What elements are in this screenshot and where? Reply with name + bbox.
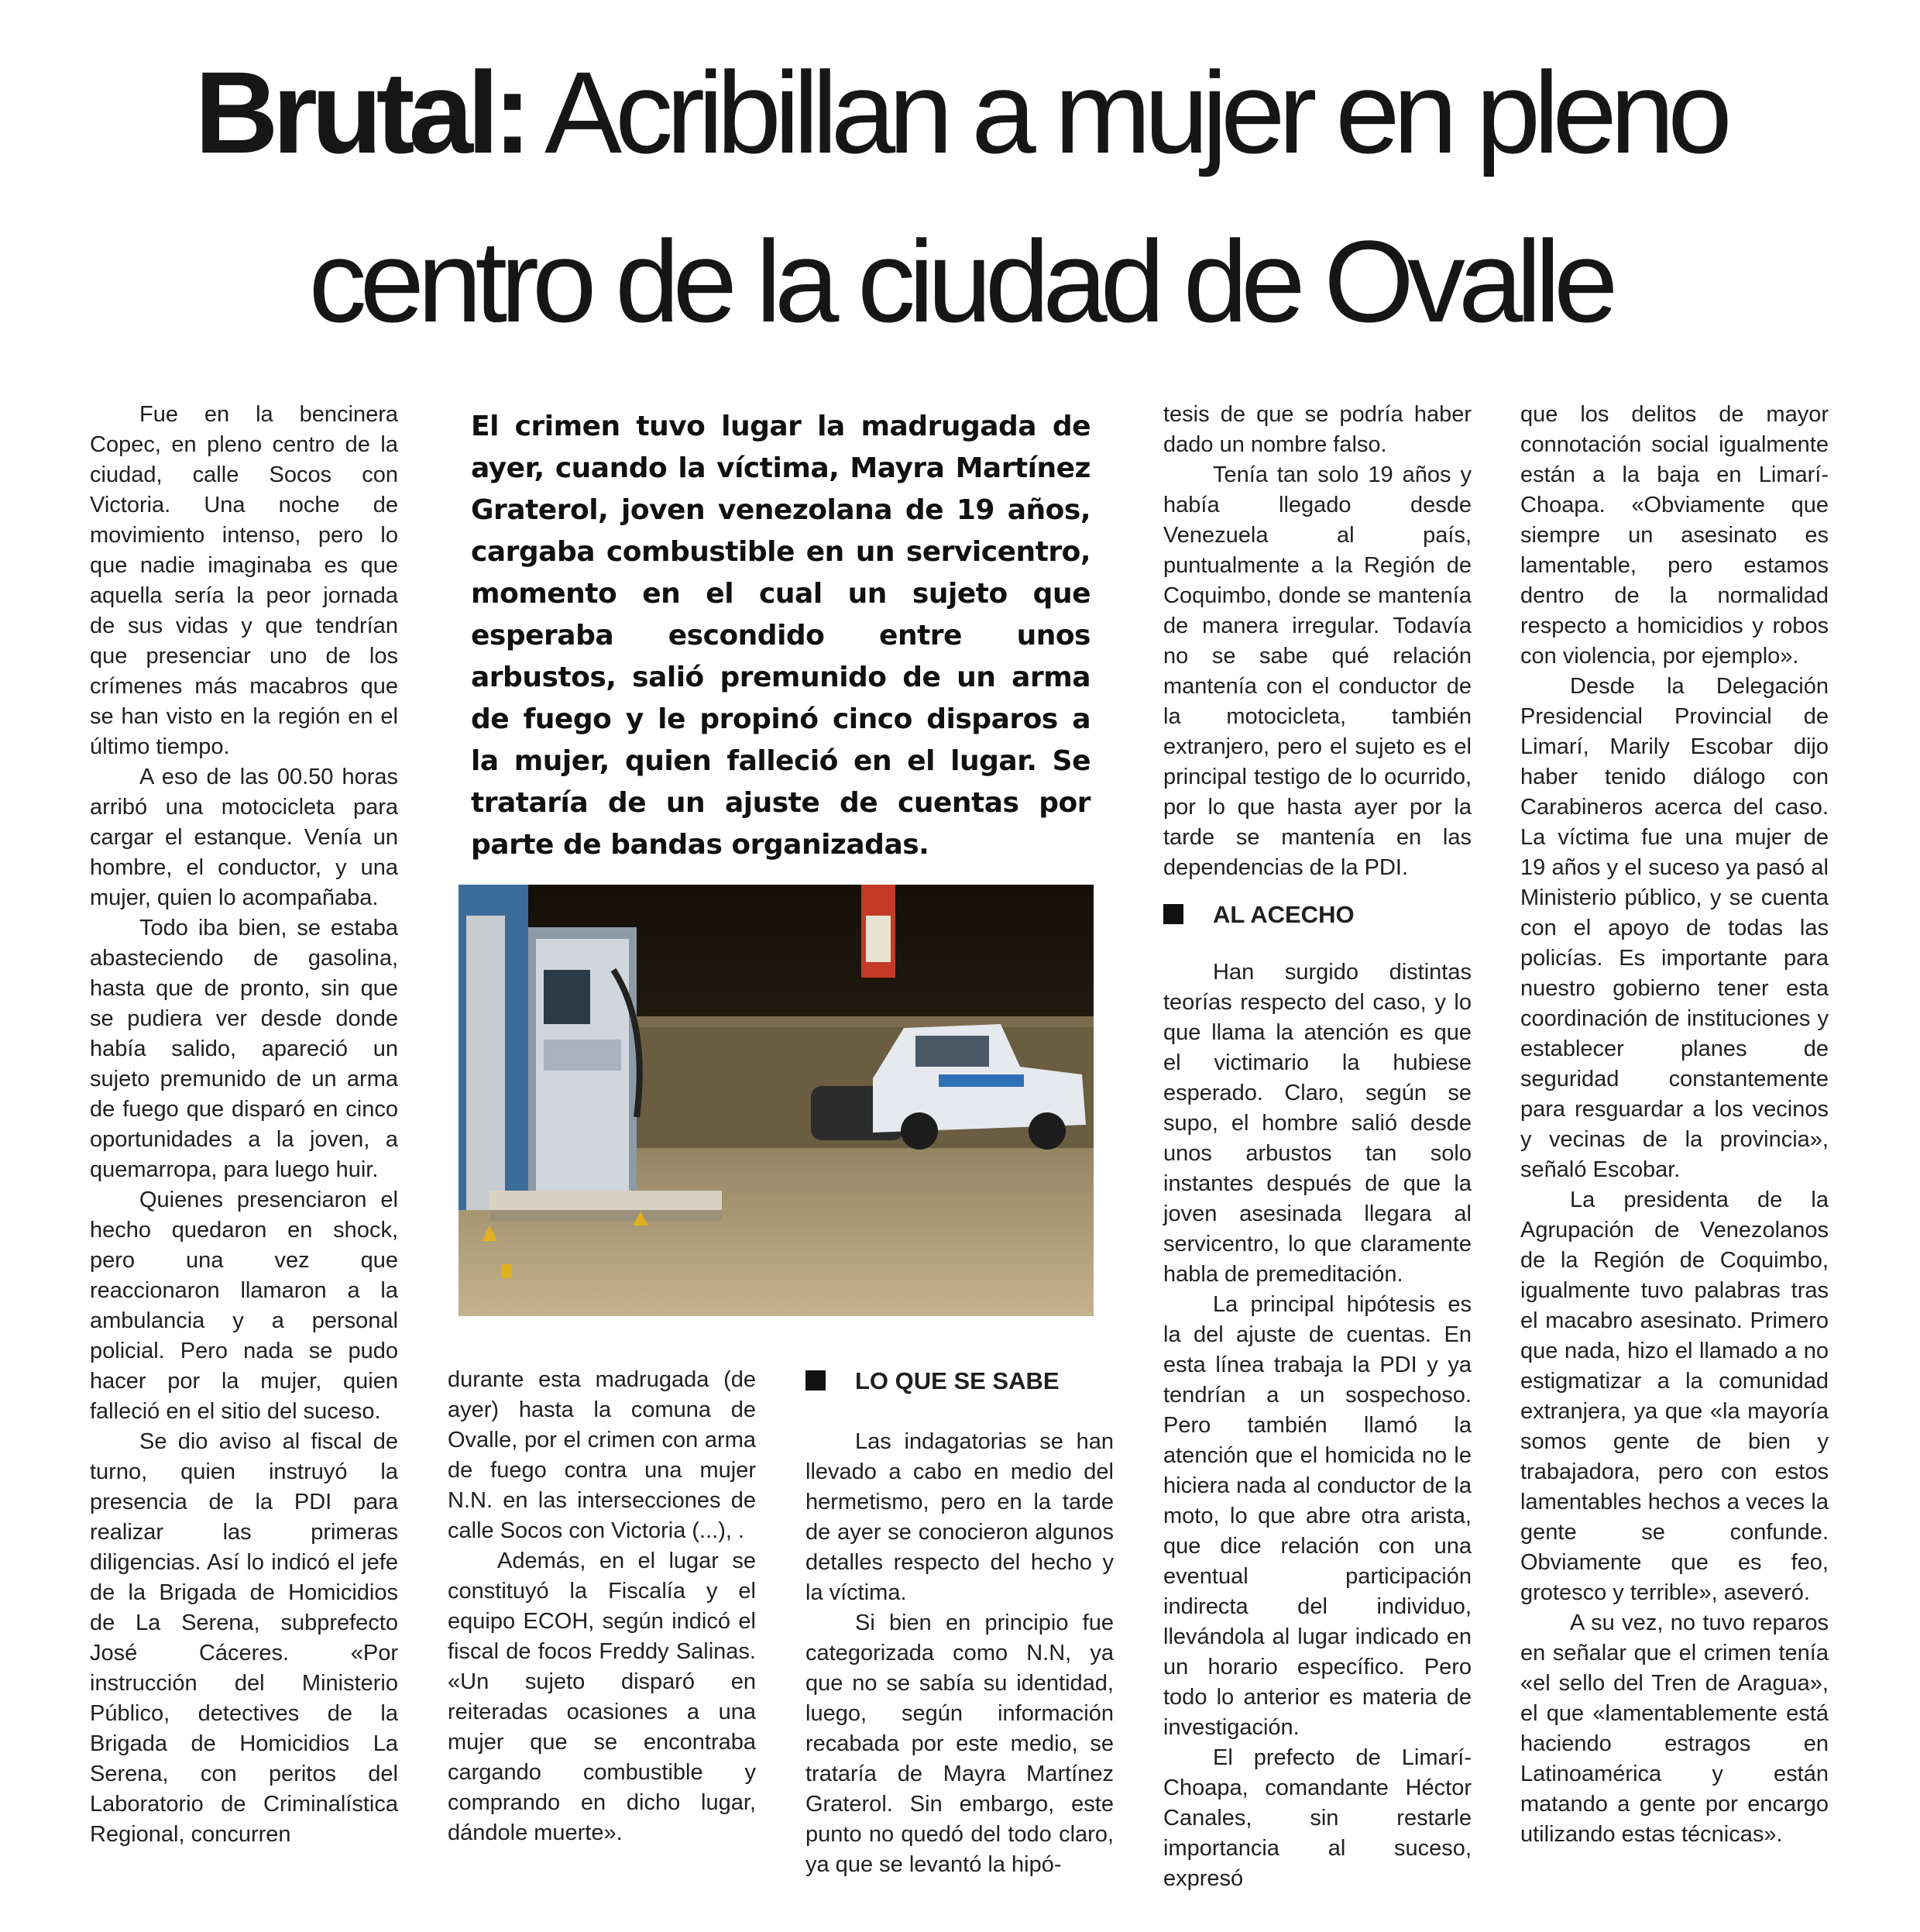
article-column-1 xyxy=(90,400,398,1850)
headline-line-1 xyxy=(0,47,1920,177)
paragraph: Las indagatorias se han llevado a cabo en medio del hermetismo, pero en la tarde de ayer se conocieron algunos detalles respecto del hecho y la víctima. xyxy=(805,1429,1114,1605)
subhead-lo-que-se-sabe xyxy=(805,1365,1114,1396)
paragraph: Se dio aviso al fiscal de turno, quien instruyó la presencia de la PDI para realizar las primeras diligencias. Así lo indicó el jefe de la Brigada de Homicidios de La Serena, subprefecto José Cáceres. «Por instrucción del Ministerio Público, detectives de la Brigada de Homicidios La Serena, con peritos del Laboratorio de Criminalística Regional, concurren xyxy=(90,1429,398,1847)
headline-line-2: centro de la ciudad de Ovalle xyxy=(308,216,1612,346)
paragraph: Desde la Delegación Presidencial Provincial de Limarí, Marily Escobar dijo haber tenido diálogo con Carabineros acerca del caso. La víctima fue una mujer de 19 años y el suceso ya pasó al Ministerio público, y se cuenta con el apoyo de todas las policías. Es importante para nuestro gobierno tener esta coordinación de instituciones y establecer planes de seguridad constantemente para resguardar a los vecinos y vecinas de la provincia», señaló Escobar. xyxy=(1520,674,1829,1182)
paragraph: A su vez, no tuvo reparos en señalar que el crimen tenía «el sello del Tren de Aragua», el que «lamentablemente está haciendo estragos en Latinoamérica y están matando a gente por encargo utilizando estas técnicas». xyxy=(1520,1611,1829,1847)
article-column-3 xyxy=(805,1365,1114,1880)
paragraph: Tenía tan solo 19 años y había llegado desde Venezuela al país, puntualmente a la Región de Coquimbo, donde se mantenía de manera irregular. Todavía no se sabe qué relación mantenía con el conductor de la motocicleta, también extranjero, pero el sujeto es el principal testigo de lo ocurrido, por lo que hasta ayer por la tarde se mantenía en las dependencias de la PDI. xyxy=(1163,462,1472,880)
gas-station-photo xyxy=(459,885,1094,1316)
paragraph: Todo iba bien, se estaba abasteciendo de gasolina, hasta que de pronto, sin que se pudiera ver desde donde había salido, apareció un sujeto premunido de un arma de fuego que disparó en cinco oportunidades a la joven, a quemarropa, para luego huir. xyxy=(90,916,398,1182)
article-column-2 xyxy=(448,1365,756,1848)
paragraph: Además, en el lugar se constituyó la Fiscalía y el equipo ECOH, según indicó el fiscal de focos Freddy Salinas. «Un sujeto disparó en reiteradas ocasiones a una mujer que se encontraba cargando combustible y comprando en dicho lugar, dándole muerte». xyxy=(448,1549,756,1845)
paragraph: Quienes presenciaron el hecho quedaron en shock, pero una vez que reaccionaron llamaron a la ambulancia y a personal policial. Pero nada se pudo hacer por la mujer, quien falleció en el sitio del suceso. xyxy=(90,1188,398,1424)
paragraph: Han surgido distintas teorías respecto del caso, y lo que llama la atención es que el victimario la hubiese esperado. Claro, según se supo, el hombre salió desde unos arbustos tan solo instantes después de que la joven asesinada llegara al servicentro, lo que claramente habla de premeditación. xyxy=(1163,960,1472,1287)
article-column-5 xyxy=(1520,400,1829,1850)
lead-paragraph: El crimen tuvo lugar la madrugada de ayer, cuando la víctima, Mayra Martínez Graterol, joven venezolana de 19 años, cargaba combustible en un servicentro, momento en el cual un sujeto que esperaba escondido entre unos arbustos, salió premunido de un arma de fuego y le propinó cinco disparos a la mujer, quien falleció en el lugar. Se trataría de un ajuste de cuentas por parte de bandas organizadas. xyxy=(471,411,1091,861)
paragraph: tesis de que se podría haber dado un nombre falso. xyxy=(1163,402,1472,457)
subhead-text: AL ACECHO xyxy=(1213,900,1355,928)
square-bullet-icon xyxy=(1163,904,1183,924)
paragraph: A eso de las 00.50 horas arribó una motocicleta para cargar el estanque. Venía un hombre, el conductor, y una mujer, quien lo acompañaba. xyxy=(90,765,398,910)
square-bullet-icon xyxy=(805,1370,826,1391)
paragraph: Fue en la bencinera Copec, en pleno centro de la ciudad, calle Socos con Victoria. Una noche de movimiento intenso, pero lo que nadie imaginaba es que aquella sería la peor jornada de sus vidas y que tendrían que presenciar uno de los crímenes más macabros que se han visto en la región en el último tiempo. xyxy=(90,402,398,759)
paragraph: que los delitos de mayor connotación social igualmente están a la baja en Limarí-Choapa. «Obviamente que siempre un asesinato es lamentable, pero estamos dentro de la normalidad respecto a homicidios y robos con violencia, por ejemplo». xyxy=(1520,402,1829,669)
paragraph: durante esta madrugada (de ayer) hasta la comuna de Ovalle, por el crimen con arma de fuego contra una mujer N.N. en las intersecciones de calle Socos con Victoria (...), . xyxy=(448,1367,756,1543)
headline-text-1: Acribillan a mujer en pleno xyxy=(544,47,1726,177)
subhead-al-acecho xyxy=(1163,899,1472,930)
paragraph: La principal hipótesis es la del ajuste de cuentas. En esta línea trabaja la PDI y ya tendrían a un sospechoso. Pero también llamó la atención que el homicida no le hiciera nada al conductor de la moto, lo que abre otra arista, que dice relación con una eventual participación indirecta del individuo, llevándola al lugar indicado en un horario específico. Pero todo lo anterior es materia de investigación. xyxy=(1163,1292,1472,1740)
paragraph: El prefecto de Limarí-Choapa, comandante Héctor Canales, sin restarle importancia al suceso, expresó xyxy=(1163,1745,1472,1891)
subhead-text: LO QUE SE SABE xyxy=(855,1366,1060,1394)
paragraph: La presidenta de la Agrupación de Venezolanos de la Región de Coquimbo, igualmente tuvo palabras tras el macabro asesinato. Primero que nada, hizo el llamado a no estigmatizar a la comunidad extranjera, ya que «la mayoría somos gente de bien y trabajadora, pero con estos lamentables hechos a veces la gente se confunde. Obviamente que es feo, grotesco y terrible», aseveró. xyxy=(1520,1188,1829,1605)
headline-kicker: Brutal: xyxy=(194,47,526,177)
article-column-4 xyxy=(1163,400,1472,1894)
paragraph: Si bien en principio fue categorizada como N.N, ya que no se sabía su identidad, luego, según información recabada por este medio, se trataría de Mayra Martínez Graterol. Sin embargo, este punto no quedó del todo claro, ya que se levantó la hipó- xyxy=(805,1611,1114,1877)
